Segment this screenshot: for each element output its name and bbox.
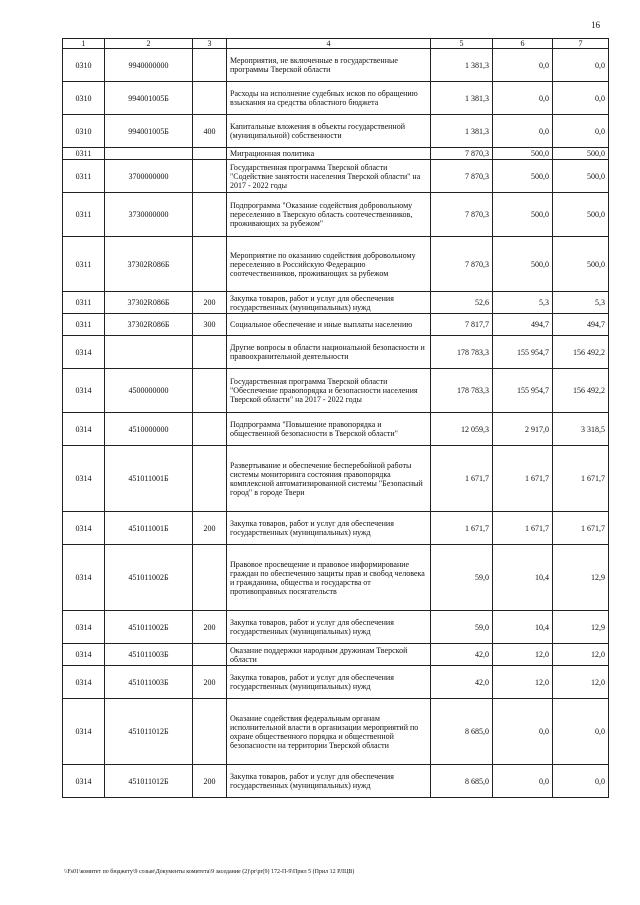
expense-type-cell: [193, 369, 227, 413]
expense-type-cell: [193, 49, 227, 82]
article-code-cell: 37302R086Б: [105, 314, 193, 336]
section-code-cell: 0314: [63, 413, 105, 446]
table-row: [63, 369, 609, 413]
article-code-cell: 37302R086Б: [105, 292, 193, 314]
article-code-cell: [105, 336, 193, 369]
expense-type-cell: 200: [193, 611, 227, 644]
section-code-cell: 0310: [63, 115, 105, 148]
item-name-cell: Закупка товаров, работ и услуг для обеспечения государственных (муниципальных) нужд: [227, 292, 431, 314]
section-code-cell: 0311: [63, 148, 105, 160]
item-name-cell: Оказание содействия федеральным органам исполнительной власти в организации мероприятий по охране общественного порядка и общественной безопасности на территории Тверской области: [227, 699, 431, 765]
expense-type-cell: 300: [193, 314, 227, 336]
amount-col7-cell: 3 318,5: [553, 413, 609, 446]
amount-col7-cell: 494,7: [553, 314, 609, 336]
section-code-cell: 0314: [63, 765, 105, 798]
amount-col5-cell: 178 783,3: [431, 336, 493, 369]
header-cell: 4: [227, 39, 431, 49]
section-code-cell: 0314: [63, 446, 105, 512]
amount-col7-cell: 500,0: [553, 148, 609, 160]
header-cell: 2: [105, 39, 193, 49]
item-name-cell: Правовое просвещение и правовое информирование граждан по обеспечению защиты прав и свобод человека и гражданина, общества и государства от противоправных посягательств: [227, 545, 431, 611]
section-code-cell: 0310: [63, 49, 105, 82]
expense-type-cell: [193, 699, 227, 765]
item-name-cell: Капитальные вложения в объекты государственной (муниципальной) собственности: [227, 115, 431, 148]
section-code-cell: 0311: [63, 292, 105, 314]
article-code-cell: 451011001Б: [105, 512, 193, 545]
amount-col5-cell: 12 059,3: [431, 413, 493, 446]
item-name-cell: Развертывание и обеспечение бесперебойной работы системы мониторинга состояния правопорядка комплексной автоматизированной системы "Безопасный город" в городе Твери: [227, 446, 431, 512]
article-code-cell: 451011001Б: [105, 446, 193, 512]
item-name-cell: Закупка товаров, работ и услуг для обеспечения государственных (муниципальных) нужд: [227, 611, 431, 644]
amount-col7-cell: 1 671,7: [553, 446, 609, 512]
amount-col7-cell: 0,0: [553, 82, 609, 115]
item-name-cell: Мероприятия, не включенные в государственные программы Тверской области: [227, 49, 431, 82]
item-name-cell: Закупка товаров, работ и услуг для обеспечения государственных (муниципальных) нужд: [227, 512, 431, 545]
amount-col6-cell: 12,0: [493, 666, 553, 699]
item-name-cell: Подпрограмма "Повышение правопорядка и общественной безопасности в Тверской области": [227, 413, 431, 446]
amount-col5-cell: 7 870,3: [431, 160, 493, 193]
amount-col7-cell: 500,0: [553, 160, 609, 193]
amount-col7-cell: 156 492,2: [553, 336, 609, 369]
article-code-cell: 451011002Б: [105, 545, 193, 611]
amount-col5-cell: 42,0: [431, 666, 493, 699]
article-code-cell: 3730000000: [105, 193, 193, 237]
expense-type-cell: [193, 148, 227, 160]
amount-col5-cell: 7 870,3: [431, 148, 493, 160]
expense-type-cell: [193, 545, 227, 611]
amount-col6-cell: 0,0: [493, 49, 553, 82]
amount-col7-cell: 0,0: [553, 115, 609, 148]
amount-col7-cell: 12,9: [553, 545, 609, 611]
article-code-cell: 451011003Б: [105, 644, 193, 666]
amount-col5-cell: 1 381,3: [431, 82, 493, 115]
table-row: [63, 115, 609, 148]
table-row: [63, 237, 609, 292]
table-row: [63, 148, 609, 160]
amount-col6-cell: 12,0: [493, 644, 553, 666]
header-cell: 5: [431, 39, 493, 49]
amount-col7-cell: 12,0: [553, 644, 609, 666]
item-name-cell: Подпрограмма "Оказание содействия добровольному переселению в Тверскую область соотечественников, проживающих за рубежом": [227, 193, 431, 237]
item-name-cell: Оказание поддержки народным дружинам Тверской области: [227, 644, 431, 666]
section-code-cell: 0311: [63, 193, 105, 237]
item-name-cell: Социальное обеспечение и иные выплаты населению: [227, 314, 431, 336]
table-row: [63, 446, 609, 512]
amount-col7-cell: 5,3: [553, 292, 609, 314]
header-cell: 7: [553, 39, 609, 49]
expense-type-cell: 200: [193, 765, 227, 798]
item-name-cell: Государственная программа Тверской области "Обеспечение правопорядка и безопасности населения Тверской области" на 2017 - 2022 годы: [227, 369, 431, 413]
amount-col7-cell: 12,0: [553, 666, 609, 699]
table-row: [63, 413, 609, 446]
amount-col5-cell: 7 817,7: [431, 314, 493, 336]
amount-col6-cell: 494,7: [493, 314, 553, 336]
expense-type-cell: [193, 237, 227, 292]
amount-col7-cell: 500,0: [553, 193, 609, 237]
amount-col7-cell: 156 492,2: [553, 369, 609, 413]
header-cell: 6: [493, 39, 553, 49]
expense-type-cell: 200: [193, 666, 227, 699]
article-code-cell: 994001005Б: [105, 82, 193, 115]
header-cell: 1: [63, 39, 105, 49]
amount-col6-cell: 0,0: [493, 82, 553, 115]
article-code-cell: 451011012Б: [105, 699, 193, 765]
amount-col6-cell: 0,0: [493, 765, 553, 798]
table-row: [63, 314, 609, 336]
table-row: [63, 765, 609, 798]
table-row: [63, 545, 609, 611]
item-name-cell: Другие вопросы в области национальной безопасности и правоохранительной деятельности: [227, 336, 431, 369]
section-code-cell: 0310: [63, 82, 105, 115]
amount-col5-cell: 8 685,0: [431, 699, 493, 765]
section-code-cell: 0314: [63, 336, 105, 369]
amount-col6-cell: 0,0: [493, 115, 553, 148]
amount-col5-cell: 7 870,3: [431, 193, 493, 237]
expense-type-cell: [193, 82, 227, 115]
amount-col7-cell: 0,0: [553, 765, 609, 798]
amount-col6-cell: 155 954,7: [493, 336, 553, 369]
page-number: 16: [591, 20, 600, 30]
amount-col5-cell: 1 671,7: [431, 446, 493, 512]
amount-col5-cell: 1 671,7: [431, 512, 493, 545]
table-row: [63, 193, 609, 237]
section-code-cell: 0311: [63, 160, 105, 193]
table-row: [63, 512, 609, 545]
expense-type-cell: 200: [193, 292, 227, 314]
amount-col5-cell: 59,0: [431, 545, 493, 611]
section-code-cell: 0311: [63, 314, 105, 336]
amount-col6-cell: 1 671,7: [493, 512, 553, 545]
amount-col6-cell: 5,3: [493, 292, 553, 314]
header-cell: 3: [193, 39, 227, 49]
amount-col6-cell: 500,0: [493, 148, 553, 160]
column-number-header-row: [63, 39, 609, 49]
section-code-cell: 0314: [63, 699, 105, 765]
section-code-cell: 0311: [63, 237, 105, 292]
amount-col5-cell: 7 870,3: [431, 237, 493, 292]
amount-col6-cell: 2 917,0: [493, 413, 553, 446]
item-name-cell: Миграционная политика: [227, 148, 431, 160]
amount-col6-cell: 10,4: [493, 611, 553, 644]
article-code-cell: 9940000000: [105, 49, 193, 82]
amount-col6-cell: 155 954,7: [493, 369, 553, 413]
amount-col5-cell: 59,0: [431, 611, 493, 644]
amount-col7-cell: 1 671,7: [553, 512, 609, 545]
table-row: [63, 666, 609, 699]
table-row: [63, 82, 609, 115]
amount-col6-cell: 500,0: [493, 237, 553, 292]
table-row: [63, 292, 609, 314]
item-name-cell: Закупка товаров, работ и услуг для обеспечения государственных (муниципальных) нужд: [227, 666, 431, 699]
section-code-cell: 0314: [63, 512, 105, 545]
expense-type-cell: [193, 193, 227, 237]
amount-col5-cell: 8 685,0: [431, 765, 493, 798]
amount-col5-cell: 1 381,3: [431, 49, 493, 82]
section-code-cell: 0314: [63, 644, 105, 666]
section-code-cell: 0314: [63, 666, 105, 699]
footer-file-path: \\Fs01\комитет по бюджету\9 созыв\Документы комитета\9 заседание (2)\pr\pr(9) 172-П-9\Прил 5 (Прил 12 РЛЦВ): [64, 869, 355, 875]
section-code-cell: 0314: [63, 369, 105, 413]
table-row: [63, 336, 609, 369]
article-code-cell: 3700000000: [105, 160, 193, 193]
amount-col7-cell: 500,0: [553, 237, 609, 292]
amount-col5-cell: 42,0: [431, 644, 493, 666]
article-code-cell: 451011012Б: [105, 765, 193, 798]
article-code-cell: 4500000000: [105, 369, 193, 413]
expense-type-cell: [193, 413, 227, 446]
article-code-cell: 451011002Б: [105, 611, 193, 644]
section-code-cell: 0314: [63, 545, 105, 611]
item-name-cell: Закупка товаров, работ и услуг для обеспечения государственных (муниципальных) нужд: [227, 765, 431, 798]
amount-col6-cell: 500,0: [493, 193, 553, 237]
table-row: [63, 699, 609, 765]
amount-col5-cell: 178 783,3: [431, 369, 493, 413]
table-body: [63, 49, 609, 798]
amount-col7-cell: 12,9: [553, 611, 609, 644]
table-row: [63, 611, 609, 644]
expense-type-cell: [193, 644, 227, 666]
amount-col5-cell: 1 381,3: [431, 115, 493, 148]
table-row: [63, 644, 609, 666]
table-row: [63, 160, 609, 193]
item-name-cell: Мероприятие по оказанию содействия добровольному переселению в Российскую Федерацию соотечественников, проживающих за рубежом: [227, 237, 431, 292]
expense-type-cell: [193, 160, 227, 193]
budget-table: [62, 38, 609, 798]
item-name-cell: Государственная программа Тверской области "Содействие занятости населения Тверской области" на 2017 - 2022 годы: [227, 160, 431, 193]
amount-col6-cell: 500,0: [493, 160, 553, 193]
item-name-cell: Расходы на исполнение судебных исков по обращению взыскания на средства областного бюджета: [227, 82, 431, 115]
expense-type-cell: [193, 336, 227, 369]
expense-type-cell: 200: [193, 512, 227, 545]
article-code-cell: 994001005Б: [105, 115, 193, 148]
amount-col5-cell: 52,6: [431, 292, 493, 314]
amount-col6-cell: 10,4: [493, 545, 553, 611]
amount-col6-cell: 0,0: [493, 699, 553, 765]
article-code-cell: [105, 148, 193, 160]
section-code-cell: 0314: [63, 611, 105, 644]
expense-type-cell: [193, 446, 227, 512]
article-code-cell: 4510000000: [105, 413, 193, 446]
amount-col6-cell: 1 671,7: [493, 446, 553, 512]
article-code-cell: 451011003Б: [105, 666, 193, 699]
amount-col7-cell: 0,0: [553, 699, 609, 765]
article-code-cell: 37302R086Б: [105, 237, 193, 292]
amount-col7-cell: 0,0: [553, 49, 609, 82]
expense-type-cell: 400: [193, 115, 227, 148]
table-row: [63, 49, 609, 82]
